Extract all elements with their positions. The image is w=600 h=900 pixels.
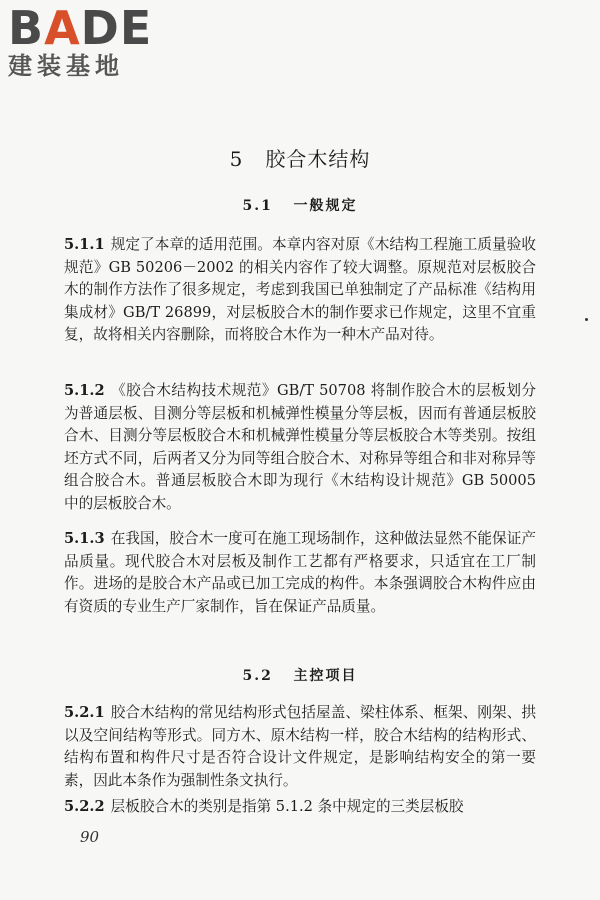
site-logo (8, 1, 153, 80)
chapter-number: 5 (229, 147, 244, 171)
scan-speck (585, 318, 588, 321)
clause-paragraph (64, 796, 536, 819)
page-number: 90 (80, 828, 100, 846)
clause-number: 5.1.1 (64, 236, 105, 253)
clause-text: 《胶合木结构技术规范》GB/T 50708 将制作胶合木的层板划分为普通层板、目测分等层板和机械弹性模量分等层板，因而有普通层板胶合木、目测分等层板胶合木和机械弹性模量分等层板胶合木等类别。按组坯方式不同，后两者又分为同等组合胶合木、对称异等组合和非对称异等组合胶合木。普通层板胶合木即为现行《木结构设计规范》GB 50005 中的层板胶合木。 (64, 382, 536, 512)
clause-text: 规定了本章的适用范围。本章内容对原《木结构工程施工质量验收规范》GB 50206－2002 的相关内容作了较大调整。原规范对层板胶合木的制作方法作了很多规定，考虑到我国已单独制定了产品标准《结构用集成材》GB/T 26899，对层板胶合木的制作要求已作规定，这里不宜重复，故将相关内容删除，而将胶合木作为一种木产品对待。 (64, 236, 536, 344)
clause-text: 在我国，胶合木一度可在施工现场制作，这种做法显然不能保证产品质量。现代胶合木对层板及制作工艺都有严格要求，只适宜在工厂制作。进场的是胶合木产品或已加工完成的构件。本条强调胶合木构件应由有资质的专业生产厂家制作，旨在保证产品质量。 (64, 530, 536, 615)
clause-number: 5.1.2 (64, 382, 105, 399)
chapter-title (0, 143, 600, 172)
clause-number: 5.2.2 (64, 798, 105, 815)
clause-number: 5.2.1 (64, 704, 105, 721)
logo-wordmark: BADE (8, 1, 153, 55)
clause-paragraph (64, 702, 536, 792)
logo-subtitle: 建装基地 (8, 52, 124, 80)
clause-paragraph (64, 380, 536, 516)
chapter-name: 胶合木结构 (265, 147, 371, 171)
clause-paragraph (64, 234, 536, 347)
section-heading: 5.1 一般规定 (242, 198, 358, 214)
clause-paragraph (64, 528, 536, 618)
section-heading: 5.2 主控项目 (242, 668, 358, 684)
clause-number: 5.1.3 (64, 530, 105, 547)
clause-text: 胶合木结构的常见结构形式包括屋盖、梁柱体系、框架、刚架、拱以及空间结构等形式。同方木、原木结构一样，胶合木结构的结构形式、结构布置和构件尺寸是否符合设计文件规定，是影响结构安全的第一要素，因此本条作为强制性条文执行。 (64, 704, 536, 789)
clause-text: 层板胶合木的类别是指第 5.1.2 条中规定的三类层板胶 (110, 798, 464, 815)
